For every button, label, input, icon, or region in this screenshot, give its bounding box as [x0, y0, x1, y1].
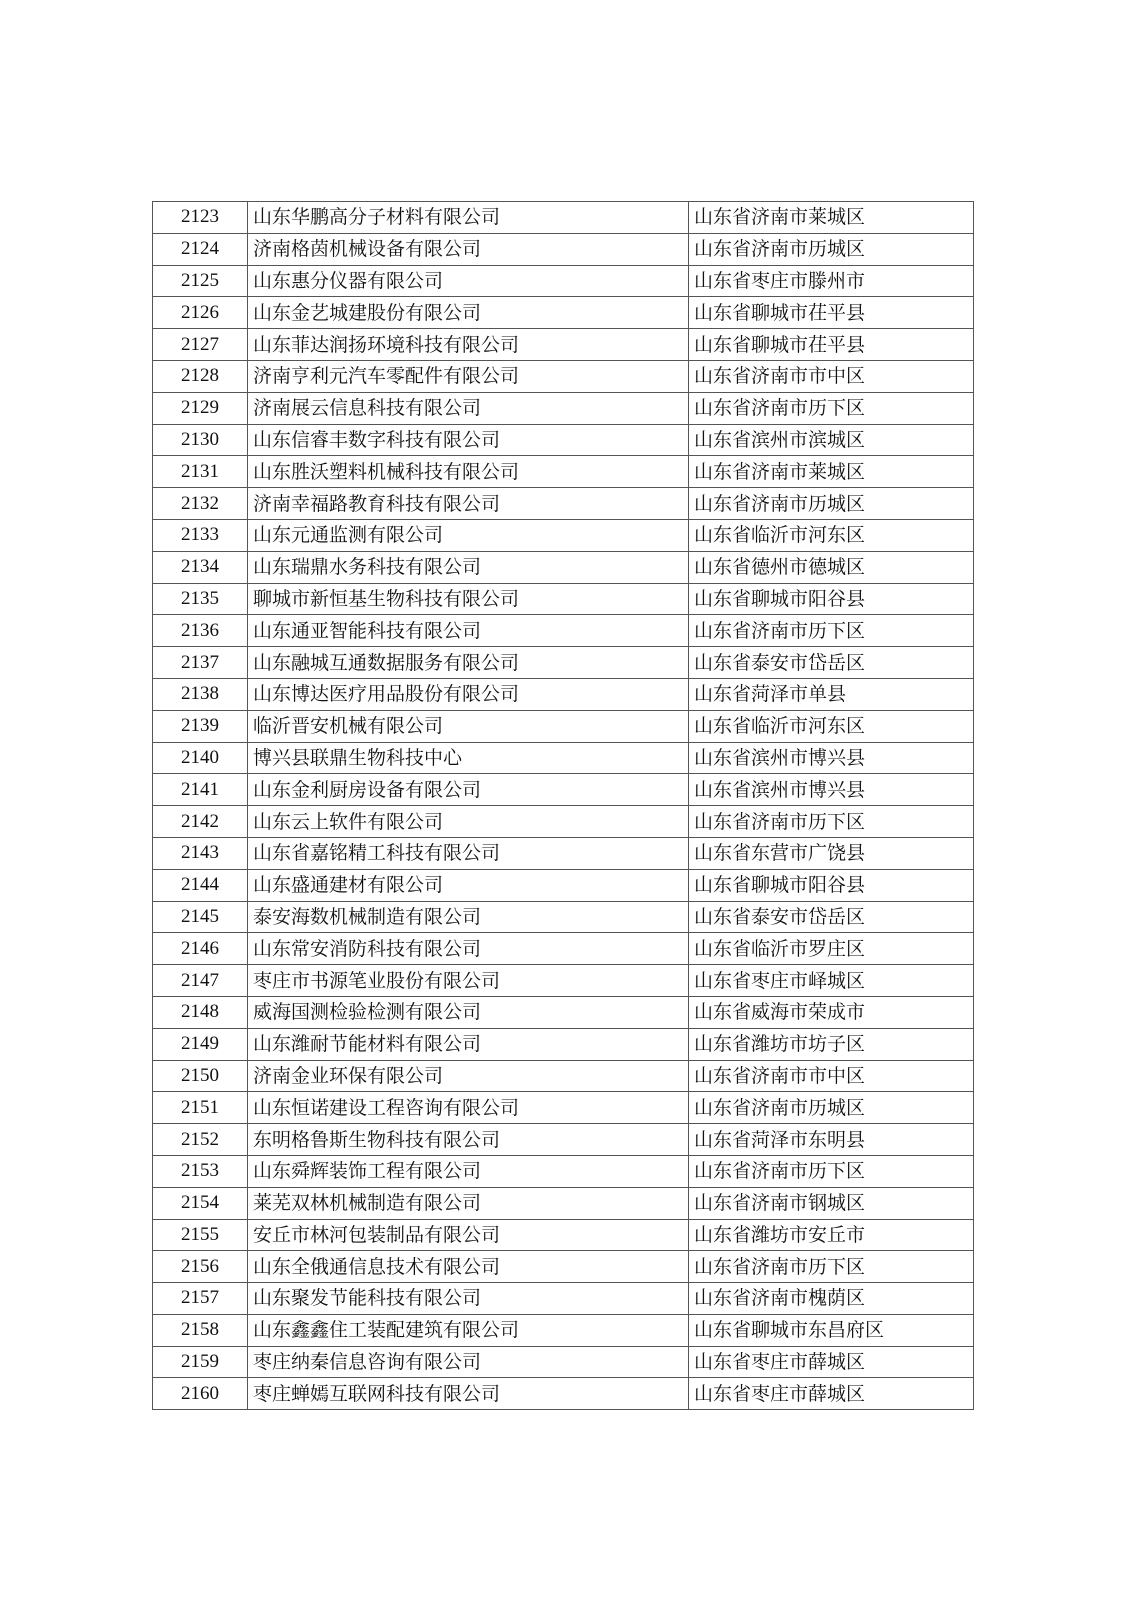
company-location: 山东省泰安市岱岳区	[689, 901, 974, 933]
table-row	[153, 933, 974, 965]
row-number: 2145	[153, 901, 248, 933]
row-number: 2143	[153, 837, 248, 869]
company-location: 山东省济南市历下区	[689, 1251, 974, 1283]
company-location: 山东省威海市荣成市	[689, 996, 974, 1028]
table-row	[153, 202, 974, 234]
row-number: 2123	[153, 202, 248, 234]
table-row	[153, 1378, 974, 1410]
company-location: 山东省菏泽市东明县	[689, 1124, 974, 1156]
table-row	[153, 424, 974, 456]
table-row	[153, 678, 974, 710]
row-number: 2127	[153, 329, 248, 361]
company-name: 山东聚发节能科技有限公司	[248, 1283, 689, 1315]
table-row	[153, 996, 974, 1028]
table-row	[153, 583, 974, 615]
table-row	[153, 1283, 974, 1315]
company-name: 山东通亚智能科技有限公司	[248, 615, 689, 647]
row-number: 2125	[153, 265, 248, 297]
company-name: 济南展云信息科技有限公司	[248, 392, 689, 424]
row-number: 2133	[153, 519, 248, 551]
table-row	[153, 551, 974, 583]
company-location: 山东省滨州市博兴县	[689, 742, 974, 774]
company-name: 山东博达医疗用品股份有限公司	[248, 678, 689, 710]
company-name: 泰安海数机械制造有限公司	[248, 901, 689, 933]
company-location: 山东省济南市槐荫区	[689, 1283, 974, 1315]
row-number: 2128	[153, 360, 248, 392]
company-name: 威海国测检验检测有限公司	[248, 996, 689, 1028]
company-name: 山东潍耐节能材料有限公司	[248, 1028, 689, 1060]
row-number: 2137	[153, 647, 248, 679]
row-number: 2130	[153, 424, 248, 456]
table-row	[153, 1060, 974, 1092]
company-name: 山东融城互通数据服务有限公司	[248, 647, 689, 679]
table-row	[153, 615, 974, 647]
row-number: 2132	[153, 488, 248, 520]
company-location: 山东省聊城市东昌府区	[689, 1314, 974, 1346]
row-number: 2141	[153, 774, 248, 806]
company-location: 山东省枣庄市滕州市	[689, 265, 974, 297]
company-location: 山东省泰安市岱岳区	[689, 647, 974, 679]
row-number: 2134	[153, 551, 248, 583]
table-row	[153, 710, 974, 742]
company-location: 山东省济南市历城区	[689, 233, 974, 265]
company-name: 山东元通监测有限公司	[248, 519, 689, 551]
company-name: 济南幸福路教育科技有限公司	[248, 488, 689, 520]
row-number: 2124	[153, 233, 248, 265]
table-row	[153, 488, 974, 520]
table-row	[153, 1092, 974, 1124]
table-row	[153, 1219, 974, 1251]
row-number: 2159	[153, 1346, 248, 1378]
row-number: 2156	[153, 1251, 248, 1283]
company-name: 东明格鲁斯生物科技有限公司	[248, 1124, 689, 1156]
table-row	[153, 392, 974, 424]
company-name: 枣庄纳秦信息咨询有限公司	[248, 1346, 689, 1378]
table-row	[153, 1187, 974, 1219]
company-name: 山东舜辉装饰工程有限公司	[248, 1155, 689, 1187]
row-number: 2139	[153, 710, 248, 742]
row-number: 2151	[153, 1092, 248, 1124]
row-number: 2126	[153, 297, 248, 329]
company-location: 山东省滨州市滨城区	[689, 424, 974, 456]
company-name: 山东金艺城建股份有限公司	[248, 297, 689, 329]
table-row	[153, 647, 974, 679]
company-location: 山东省聊城市阳谷县	[689, 869, 974, 901]
company-location: 山东省潍坊市安丘市	[689, 1219, 974, 1251]
company-location: 山东省济南市历下区	[689, 806, 974, 838]
company-name: 山东胜沃塑料机械科技有限公司	[248, 456, 689, 488]
row-number: 2129	[153, 392, 248, 424]
company-name: 山东菲达润扬环境科技有限公司	[248, 329, 689, 361]
table-row	[153, 1124, 974, 1156]
company-location: 山东省枣庄市薛城区	[689, 1346, 974, 1378]
company-name: 安丘市林河包装制品有限公司	[248, 1219, 689, 1251]
company-name: 山东常安消防科技有限公司	[248, 933, 689, 965]
company-name: 山东省嘉铭精工科技有限公司	[248, 837, 689, 869]
row-number: 2138	[153, 678, 248, 710]
company-table	[152, 201, 974, 1410]
company-name: 山东金利厨房设备有限公司	[248, 774, 689, 806]
table-row	[153, 1314, 974, 1346]
row-number: 2149	[153, 1028, 248, 1060]
company-name: 济南亨利元汽车零配件有限公司	[248, 360, 689, 392]
company-location: 山东省聊城市茌平县	[689, 329, 974, 361]
company-name: 济南金业环保有限公司	[248, 1060, 689, 1092]
row-number: 2155	[153, 1219, 248, 1251]
row-number: 2160	[153, 1378, 248, 1410]
table-row	[153, 265, 974, 297]
company-location: 山东省菏泽市单县	[689, 678, 974, 710]
company-location: 山东省济南市市中区	[689, 360, 974, 392]
company-location: 山东省德州市德城区	[689, 551, 974, 583]
row-number: 2157	[153, 1283, 248, 1315]
company-location: 山东省东营市广饶县	[689, 837, 974, 869]
row-number: 2135	[153, 583, 248, 615]
company-name: 山东鑫鑫住工装配建筑有限公司	[248, 1314, 689, 1346]
company-location: 山东省枣庄市薛城区	[689, 1378, 974, 1410]
table-row	[153, 1346, 974, 1378]
row-number: 2154	[153, 1187, 248, 1219]
table-row	[153, 1251, 974, 1283]
company-location: 山东省济南市历城区	[689, 1092, 974, 1124]
company-location: 山东省滨州市博兴县	[689, 774, 974, 806]
table-row	[153, 519, 974, 551]
company-location: 山东省济南市历城区	[689, 488, 974, 520]
table-row	[153, 1155, 974, 1187]
row-number: 2136	[153, 615, 248, 647]
company-location: 山东省济南市历下区	[689, 1155, 974, 1187]
table-row	[153, 329, 974, 361]
row-number: 2140	[153, 742, 248, 774]
table-row	[153, 742, 974, 774]
company-name: 聊城市新恒基生物科技有限公司	[248, 583, 689, 615]
row-number: 2146	[153, 933, 248, 965]
table-row	[153, 837, 974, 869]
row-number: 2148	[153, 996, 248, 1028]
company-name: 山东惠分仪器有限公司	[248, 265, 689, 297]
company-name: 山东全俄通信息技术有限公司	[248, 1251, 689, 1283]
company-location: 山东省潍坊市坊子区	[689, 1028, 974, 1060]
company-name: 山东信睿丰数字科技有限公司	[248, 424, 689, 456]
table-row	[153, 774, 974, 806]
company-name: 枣庄蝉嫣互联网科技有限公司	[248, 1378, 689, 1410]
company-name: 临沂晋安机械有限公司	[248, 710, 689, 742]
company-location: 山东省济南市钢城区	[689, 1187, 974, 1219]
company-name: 枣庄市书源笔业股份有限公司	[248, 965, 689, 997]
table-row	[153, 456, 974, 488]
company-name: 博兴县联鼎生物科技中心	[248, 742, 689, 774]
table-row	[153, 869, 974, 901]
table-row	[153, 901, 974, 933]
table-row	[153, 965, 974, 997]
row-number: 2158	[153, 1314, 248, 1346]
table-row	[153, 806, 974, 838]
company-table-body	[153, 202, 974, 1410]
row-number: 2147	[153, 965, 248, 997]
row-number: 2150	[153, 1060, 248, 1092]
company-location: 山东省济南市莱城区	[689, 456, 974, 488]
company-name: 山东盛通建材有限公司	[248, 869, 689, 901]
company-location: 山东省临沂市罗庄区	[689, 933, 974, 965]
company-name: 莱芜双林机械制造有限公司	[248, 1187, 689, 1219]
company-location: 山东省聊城市茌平县	[689, 297, 974, 329]
company-name: 山东瑞鼎水务科技有限公司	[248, 551, 689, 583]
company-name: 山东华鹏高分子材料有限公司	[248, 202, 689, 234]
company-location: 山东省临沂市河东区	[689, 519, 974, 551]
table-row	[153, 233, 974, 265]
table-row	[153, 297, 974, 329]
row-number: 2131	[153, 456, 248, 488]
row-number: 2152	[153, 1124, 248, 1156]
company-name: 山东云上软件有限公司	[248, 806, 689, 838]
table-row	[153, 1028, 974, 1060]
company-location: 山东省济南市历下区	[689, 392, 974, 424]
table-row	[153, 360, 974, 392]
company-location: 山东省济南市莱城区	[689, 202, 974, 234]
company-location: 山东省济南市市中区	[689, 1060, 974, 1092]
company-name: 济南格茵机械设备有限公司	[248, 233, 689, 265]
company-name: 山东恒诺建设工程咨询有限公司	[248, 1092, 689, 1124]
company-location: 山东省枣庄市峄城区	[689, 965, 974, 997]
company-location: 山东省聊城市阳谷县	[689, 583, 974, 615]
company-location: 山东省临沂市河东区	[689, 710, 974, 742]
row-number: 2142	[153, 806, 248, 838]
row-number: 2144	[153, 869, 248, 901]
company-location: 山东省济南市历下区	[689, 615, 974, 647]
row-number: 2153	[153, 1155, 248, 1187]
